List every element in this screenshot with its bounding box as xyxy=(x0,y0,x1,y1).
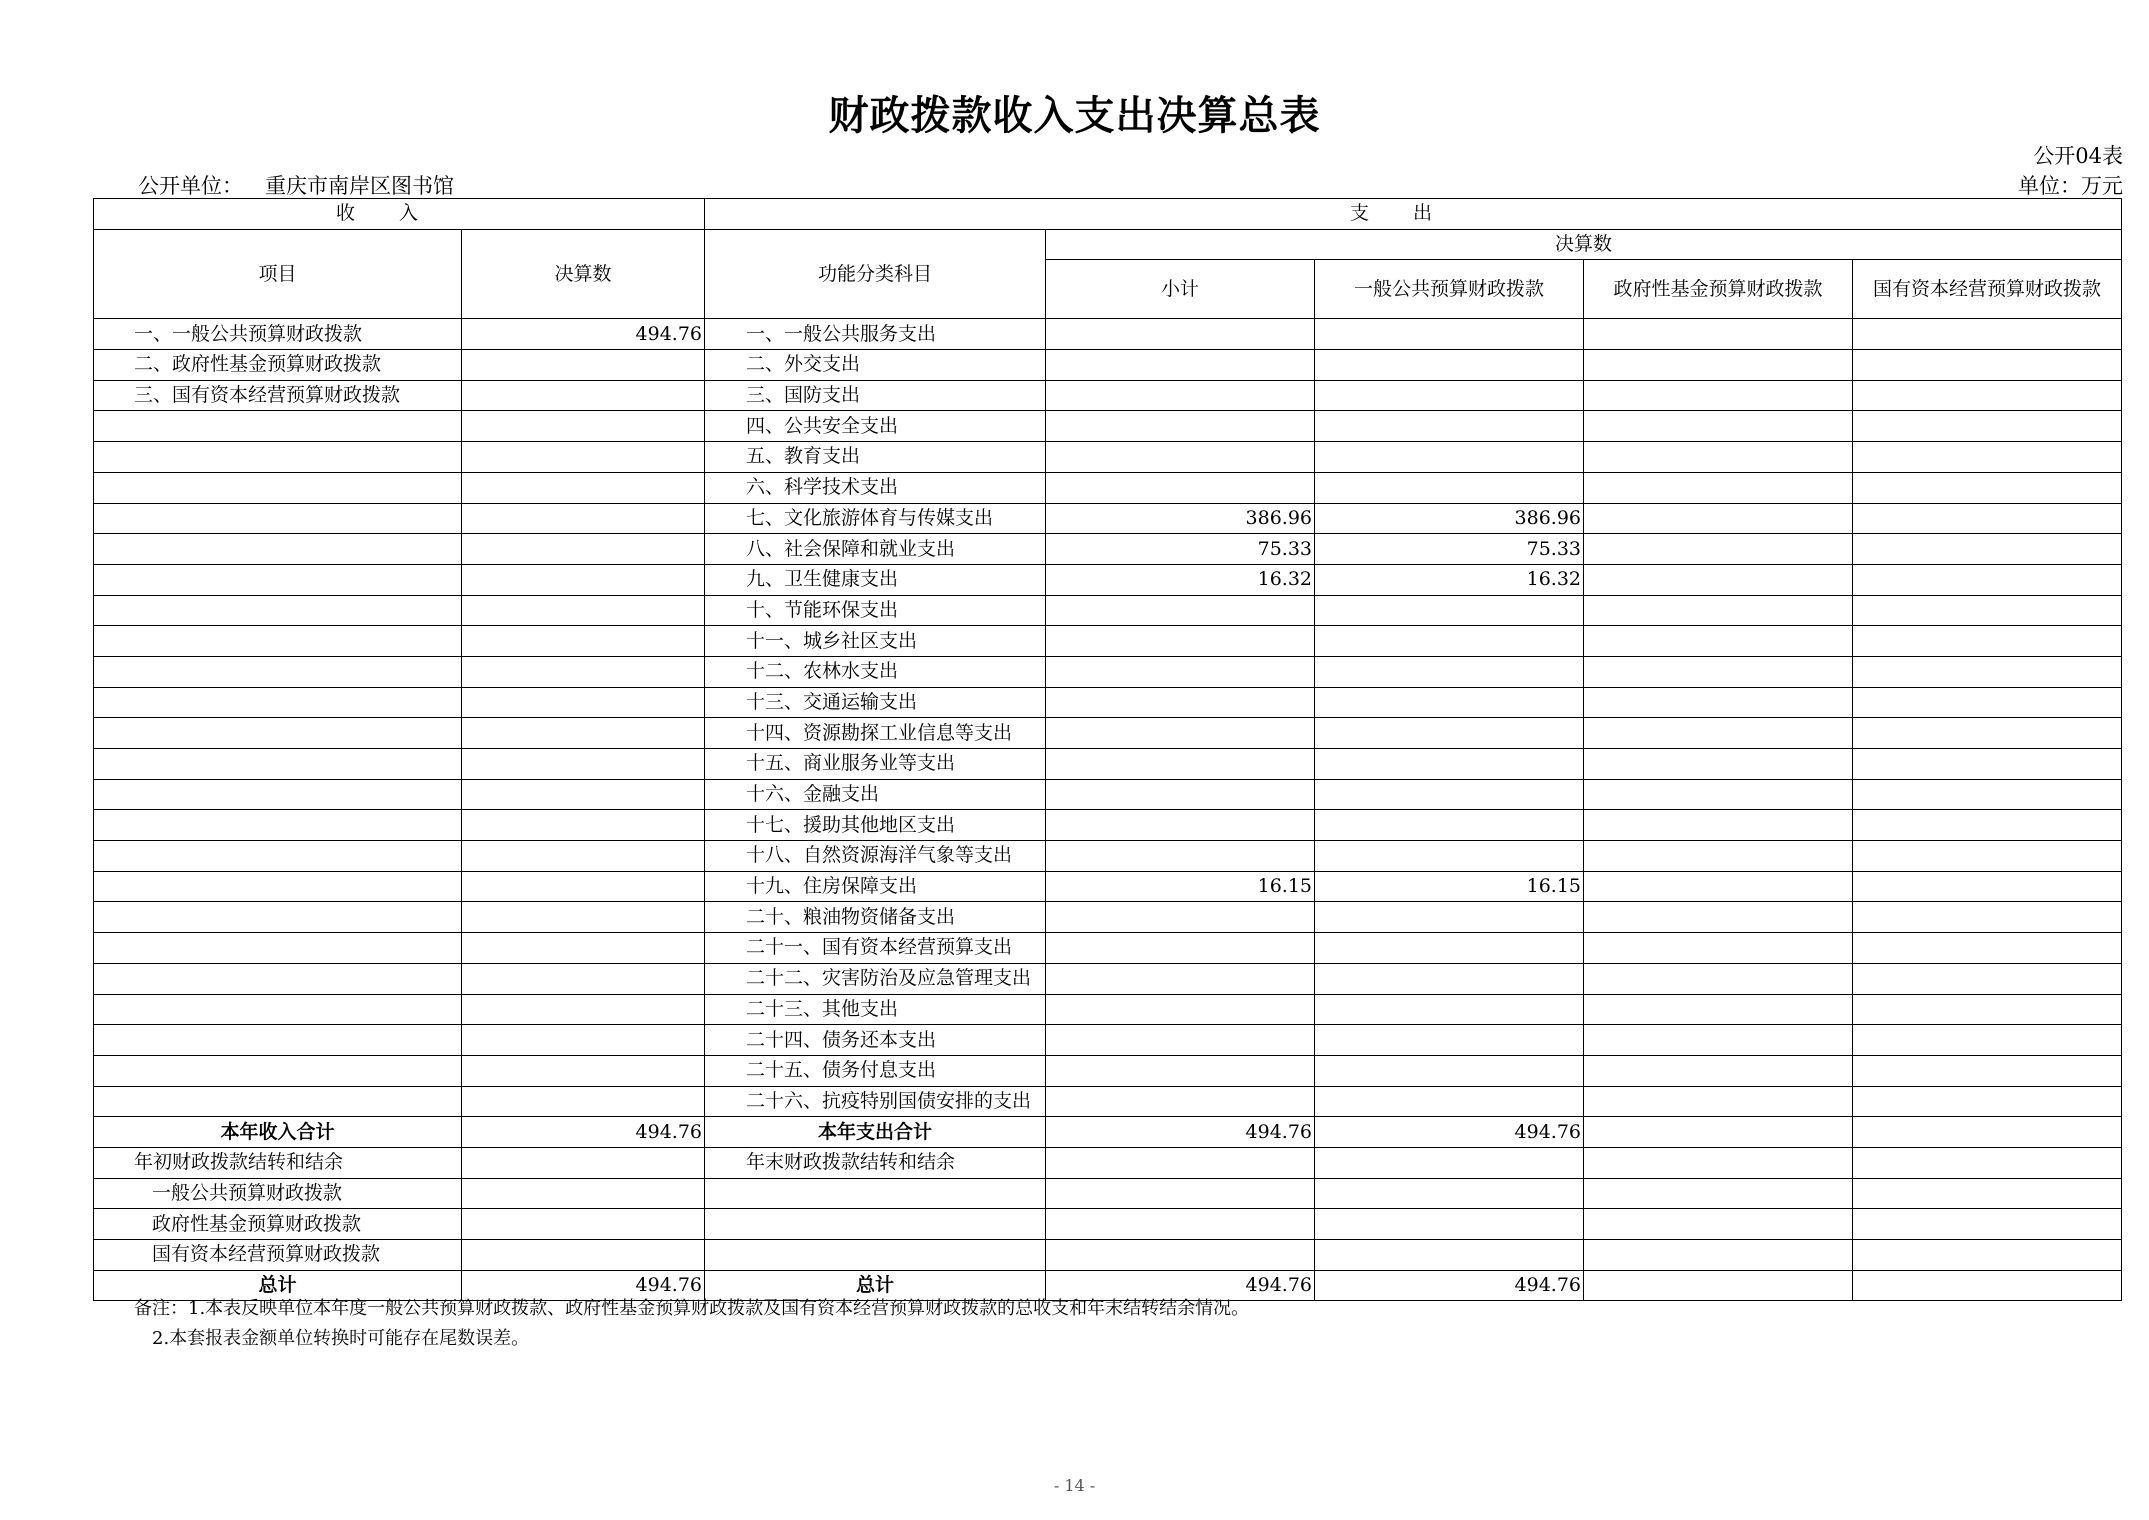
general-budget-cell: 386.96 xyxy=(1315,503,1584,534)
carry-subtotal xyxy=(1046,1147,1315,1178)
gov-fund-cell xyxy=(1584,472,1853,503)
state-capital-cell xyxy=(1853,994,2122,1025)
note-2: 2.本套报表金额单位转换时可能存在尾数误差。 xyxy=(152,1328,530,1349)
state-capital-cell xyxy=(1853,350,2122,381)
column-header-row-1 xyxy=(94,229,2122,260)
page-title: 财政拨款收入支出决算总表 xyxy=(828,92,1321,139)
subtotal-cell xyxy=(1046,595,1315,626)
expense-item-cell: 十四、资源勘探工业信息等支出 xyxy=(705,718,1046,749)
gov-fund-cell xyxy=(1584,534,1853,565)
general-budget-cell xyxy=(1315,380,1584,411)
gov-fund-cell xyxy=(1584,963,1853,994)
state-capital-cell xyxy=(1853,656,2122,687)
carry-income-amount xyxy=(462,1147,705,1178)
carry-sub-general xyxy=(1315,1209,1584,1240)
year-expense-capital xyxy=(1853,1117,2122,1148)
income-item-cell xyxy=(94,871,462,902)
general-budget-cell xyxy=(1315,411,1584,442)
general-budget-cell: 16.15 xyxy=(1315,871,1584,902)
year-income-total-amount: 494.76 xyxy=(462,1117,705,1148)
general-budget-cell xyxy=(1315,595,1584,626)
general-budget-cell xyxy=(1315,749,1584,780)
income-amount-cell xyxy=(462,963,705,994)
gov-fund-cell xyxy=(1584,1025,1853,1056)
org-name: 重庆市南岸区图书馆 xyxy=(265,174,454,198)
year-income-total-label: 本年收入合计 xyxy=(94,1117,462,1148)
income-item-cell xyxy=(94,534,462,565)
subtotal-cell xyxy=(1046,350,1315,381)
income-amount-cell: 494.76 xyxy=(462,319,705,350)
table-row xyxy=(94,319,2122,350)
year-expense-subtotal: 494.76 xyxy=(1046,1117,1315,1148)
gov-fund-cell xyxy=(1584,411,1853,442)
form-number: 公开04表 xyxy=(2033,144,2123,168)
state-capital-cell xyxy=(1853,1025,2122,1056)
income-item-cell xyxy=(94,749,462,780)
carry-sub-label: 政府性基金预算财政拨款 xyxy=(94,1209,462,1240)
subtotal-cell xyxy=(1046,687,1315,718)
general-budget-cell xyxy=(1315,779,1584,810)
expense-item-cell: 七、文化旅游体育与传媒支出 xyxy=(705,503,1046,534)
expense-item-cell: 一、一般公共服务支出 xyxy=(705,319,1046,350)
gov-fund-cell xyxy=(1584,841,1853,872)
income-amount-cell xyxy=(462,595,705,626)
state-capital-cell xyxy=(1853,779,2122,810)
subtotal-cell xyxy=(1046,841,1315,872)
subtotal-cell xyxy=(1046,1055,1315,1086)
state-capital-cell xyxy=(1853,503,2122,534)
income-amount-cell xyxy=(462,442,705,473)
carry-sub-amount xyxy=(462,1240,705,1271)
subtotal-cell xyxy=(1046,933,1315,964)
gov-fund-cell xyxy=(1584,564,1853,595)
expense-item-cell: 四、公共安全支出 xyxy=(705,411,1046,442)
expense-item-cell: 十九、住房保障支出 xyxy=(705,871,1046,902)
expense-item-cell: 六、科学技术支出 xyxy=(705,472,1046,503)
state-capital-cell xyxy=(1853,595,2122,626)
carry-sub-exp-item xyxy=(705,1209,1046,1240)
income-amount-cell xyxy=(462,902,705,933)
general-budget-cell xyxy=(1315,319,1584,350)
income-header: 收入 xyxy=(94,199,705,230)
income-amount-cell xyxy=(462,779,705,810)
income-item-cell xyxy=(94,503,462,534)
carry-sub-row xyxy=(94,1178,2122,1209)
income-amount-cell xyxy=(462,656,705,687)
grand-expense-capital xyxy=(1853,1270,2122,1301)
carry-sub-amount xyxy=(462,1178,705,1209)
general-budget-header: 一般公共预算财政拨款 xyxy=(1315,260,1584,319)
income-item-cell xyxy=(94,472,462,503)
state-capital-cell xyxy=(1853,841,2122,872)
expense-item-cell: 十七、援助其他地区支出 xyxy=(705,810,1046,841)
income-item-cell xyxy=(94,994,462,1025)
expense-item-cell: 二十六、抗疫特别国债安排的支出 xyxy=(705,1086,1046,1117)
org-label: 公开单位： xyxy=(138,174,243,198)
carry-sub-capital xyxy=(1853,1209,2122,1240)
income-item-cell xyxy=(94,1055,462,1086)
gov-fund-cell xyxy=(1584,1055,1853,1086)
general-budget-cell xyxy=(1315,841,1584,872)
income-amount-cell xyxy=(462,687,705,718)
state-capital-cell xyxy=(1853,442,2122,473)
subtotal-cell xyxy=(1046,380,1315,411)
income-amount-cell xyxy=(462,933,705,964)
expense-item-cell: 十八、自然资源海洋气象等支出 xyxy=(705,841,1046,872)
income-amount-cell xyxy=(462,534,705,565)
table-row xyxy=(94,626,2122,657)
general-budget-cell xyxy=(1315,810,1584,841)
expense-item-cell: 十一、城乡社区支出 xyxy=(705,626,1046,657)
gov-fund-cell xyxy=(1584,319,1853,350)
general-budget-cell xyxy=(1315,902,1584,933)
table-row xyxy=(94,564,2122,595)
table-row xyxy=(94,994,2122,1025)
func-class-header: 功能分类科目 xyxy=(705,229,1046,319)
income-amount-cell xyxy=(462,994,705,1025)
general-budget-cell: 16.32 xyxy=(1315,564,1584,595)
general-budget-cell xyxy=(1315,1086,1584,1117)
table-row xyxy=(94,350,2122,381)
income-amount-cell xyxy=(462,1055,705,1086)
gov-fund-cell xyxy=(1584,902,1853,933)
gov-fund-cell xyxy=(1584,718,1853,749)
general-budget-cell xyxy=(1315,626,1584,657)
page-number: - 14 - xyxy=(1053,1476,1096,1495)
subtotal-cell xyxy=(1046,718,1315,749)
gov-fund-cell xyxy=(1584,994,1853,1025)
carry-sub-subtotal xyxy=(1046,1178,1315,1209)
year-expense-total-label: 本年支出合计 xyxy=(705,1117,1046,1148)
state-capital-cell xyxy=(1853,749,2122,780)
amount-header: 决算数 xyxy=(462,229,705,319)
income-amount-cell xyxy=(462,503,705,534)
carry-income-label: 年初财政拨款结转和结余 xyxy=(94,1147,462,1178)
carry-sub-capital xyxy=(1853,1178,2122,1209)
state-capital-cell xyxy=(1853,963,2122,994)
expense-item-cell: 九、卫生健康支出 xyxy=(705,564,1046,595)
table-body xyxy=(94,319,2122,1301)
table-row xyxy=(94,841,2122,872)
income-amount-cell xyxy=(462,841,705,872)
subtotal-cell xyxy=(1046,810,1315,841)
subtotal-header: 小计 xyxy=(1046,260,1315,319)
income-item-cell xyxy=(94,442,462,473)
income-item-cell xyxy=(94,718,462,749)
carry-sub-general xyxy=(1315,1178,1584,1209)
table-row xyxy=(94,871,2122,902)
table-row xyxy=(94,595,2122,626)
state-capital-cell xyxy=(1853,411,2122,442)
expense-item-cell: 八、社会保障和就业支出 xyxy=(705,534,1046,565)
table-row xyxy=(94,1086,2122,1117)
grand-expense-fund xyxy=(1584,1270,1853,1301)
grand-income-total-amount: 494.76 xyxy=(462,1270,705,1301)
income-amount-cell xyxy=(462,626,705,657)
income-item-cell: 三、国有资本经营预算财政拨款 xyxy=(94,380,462,411)
subtotal-cell xyxy=(1046,1086,1315,1117)
gov-fund-cell xyxy=(1584,380,1853,411)
subtotal-cell: 386.96 xyxy=(1046,503,1315,534)
expense-item-cell: 十五、商业服务业等支出 xyxy=(705,749,1046,780)
income-item-cell xyxy=(94,564,462,595)
carry-sub-exp-item xyxy=(705,1240,1046,1271)
table-row xyxy=(94,687,2122,718)
general-budget-cell xyxy=(1315,350,1584,381)
state-capital-cell xyxy=(1853,319,2122,350)
general-budget-cell: 75.33 xyxy=(1315,534,1584,565)
income-item-cell xyxy=(94,1086,462,1117)
income-amount-cell xyxy=(462,1086,705,1117)
table-row xyxy=(94,1055,2122,1086)
gov-fund-cell xyxy=(1584,687,1853,718)
carry-sub-label: 国有资本经营预算财政拨款 xyxy=(94,1240,462,1271)
expense-item-cell: 二、外交支出 xyxy=(705,350,1046,381)
table-row xyxy=(94,1025,2122,1056)
table-row xyxy=(94,902,2122,933)
carry-sub-amount xyxy=(462,1209,705,1240)
expense-item-cell: 三、国防支出 xyxy=(705,380,1046,411)
gov-fund-cell xyxy=(1584,350,1853,381)
state-capital-cell xyxy=(1853,687,2122,718)
income-item-cell: 一、一般公共预算财政拨款 xyxy=(94,319,462,350)
org-info xyxy=(138,170,454,200)
expense-item-cell: 十、节能环保支出 xyxy=(705,595,1046,626)
state-capital-cell xyxy=(1853,718,2122,749)
table-row xyxy=(94,442,2122,473)
state-capital-cell xyxy=(1853,1055,2122,1086)
income-amount-cell xyxy=(462,810,705,841)
carry-sub-label: 一般公共预算财政拨款 xyxy=(94,1178,462,1209)
table-row xyxy=(94,472,2122,503)
income-item-cell xyxy=(94,626,462,657)
income-item-cell xyxy=(94,687,462,718)
income-amount-cell xyxy=(462,749,705,780)
expense-item-cell: 二十三、其他支出 xyxy=(705,994,1046,1025)
state-capital-cell xyxy=(1853,534,2122,565)
expense-item-cell: 二十一、国有资本经营预算支出 xyxy=(705,933,1046,964)
table-row xyxy=(94,411,2122,442)
table-row xyxy=(94,380,2122,411)
carry-sub-subtotal xyxy=(1046,1240,1315,1271)
income-item-cell xyxy=(94,841,462,872)
table-row xyxy=(94,779,2122,810)
gov-fund-cell xyxy=(1584,442,1853,473)
state-capital-cell xyxy=(1853,933,2122,964)
expense-item-cell: 十六、金融支出 xyxy=(705,779,1046,810)
carry-sub-general xyxy=(1315,1240,1584,1271)
expense-item-cell: 二十四、债务还本支出 xyxy=(705,1025,1046,1056)
item-header: 项目 xyxy=(94,229,462,319)
subtotal-cell xyxy=(1046,656,1315,687)
final-amount-header: 决算数 xyxy=(1046,229,2122,260)
table-row xyxy=(94,749,2122,780)
carry-general xyxy=(1315,1147,1584,1178)
state-capital-header: 国有资本经营预算财政拨款 xyxy=(1853,260,2122,319)
grand-expense-general: 494.76 xyxy=(1315,1270,1584,1301)
carry-fund xyxy=(1584,1147,1853,1178)
subtotal-cell: 16.15 xyxy=(1046,871,1315,902)
income-item-cell xyxy=(94,595,462,626)
table-row xyxy=(94,534,2122,565)
year-expense-fund xyxy=(1584,1117,1853,1148)
general-budget-cell xyxy=(1315,718,1584,749)
subtotal-cell xyxy=(1046,1025,1315,1056)
state-capital-cell xyxy=(1853,380,2122,411)
income-amount-cell xyxy=(462,380,705,411)
expense-header: 支出 xyxy=(705,199,2122,230)
grand-expense-subtotal: 494.76 xyxy=(1046,1270,1315,1301)
income-amount-cell xyxy=(462,350,705,381)
income-item-cell xyxy=(94,963,462,994)
table-row xyxy=(94,503,2122,534)
income-item-cell xyxy=(94,810,462,841)
carry-sub-fund xyxy=(1584,1209,1853,1240)
subtotal-cell xyxy=(1046,994,1315,1025)
year-total-row xyxy=(94,1117,2122,1148)
gov-fund-cell xyxy=(1584,933,1853,964)
general-budget-cell xyxy=(1315,1055,1584,1086)
expense-item-cell: 二十二、灾害防治及应急管理支出 xyxy=(705,963,1046,994)
income-item-cell xyxy=(94,656,462,687)
general-budget-cell xyxy=(1315,656,1584,687)
subtotal-cell xyxy=(1046,779,1315,810)
section-header-row xyxy=(94,199,2122,230)
income-item-cell xyxy=(94,1025,462,1056)
gov-fund-cell xyxy=(1584,595,1853,626)
subtotal-cell xyxy=(1046,749,1315,780)
general-budget-cell xyxy=(1315,1025,1584,1056)
subtotal-cell xyxy=(1046,902,1315,933)
state-capital-cell xyxy=(1853,871,2122,902)
income-amount-cell xyxy=(462,564,705,595)
table-row xyxy=(94,718,2122,749)
general-budget-cell xyxy=(1315,963,1584,994)
subtotal-cell xyxy=(1046,319,1315,350)
general-budget-cell xyxy=(1315,687,1584,718)
gov-fund-cell xyxy=(1584,656,1853,687)
meta-row xyxy=(138,170,2123,196)
carry-sub-subtotal xyxy=(1046,1209,1315,1240)
gov-fund-header: 政府性基金预算财政拨款 xyxy=(1584,260,1853,319)
year-expense-general: 494.76 xyxy=(1315,1117,1584,1148)
state-capital-cell xyxy=(1853,564,2122,595)
gov-fund-cell xyxy=(1584,503,1853,534)
carry-sub-exp-item xyxy=(705,1178,1046,1209)
grand-expense-total-label: 总计 xyxy=(705,1270,1046,1301)
carry-row xyxy=(94,1147,2122,1178)
subtotal-cell xyxy=(1046,442,1315,473)
subtotal-cell: 16.32 xyxy=(1046,564,1315,595)
general-budget-cell xyxy=(1315,933,1584,964)
state-capital-cell xyxy=(1853,810,2122,841)
subtotal-cell xyxy=(1046,411,1315,442)
budget-table xyxy=(93,198,2122,1301)
gov-fund-cell xyxy=(1584,779,1853,810)
carry-sub-capital xyxy=(1853,1240,2122,1271)
carry-sub-row xyxy=(94,1240,2122,1271)
carry-capital xyxy=(1853,1147,2122,1178)
general-budget-cell xyxy=(1315,442,1584,473)
unit-label: 单位：万元 xyxy=(2018,174,2123,198)
income-amount-cell xyxy=(462,411,705,442)
carry-expense-label: 年末财政拨款结转和结余 xyxy=(705,1147,1046,1178)
expense-item-cell: 五、教育支出 xyxy=(705,442,1046,473)
table-row xyxy=(94,656,2122,687)
carry-sub-fund xyxy=(1584,1240,1853,1271)
income-amount-cell xyxy=(462,718,705,749)
gov-fund-cell xyxy=(1584,749,1853,780)
carry-sub-row xyxy=(94,1209,2122,1240)
income-amount-cell xyxy=(462,472,705,503)
table-row xyxy=(94,933,2122,964)
income-amount-cell xyxy=(462,1025,705,1056)
general-budget-cell xyxy=(1315,994,1584,1025)
state-capital-cell xyxy=(1853,1086,2122,1117)
expense-item-cell: 二十五、债务付息支出 xyxy=(705,1055,1046,1086)
income-item-cell xyxy=(94,779,462,810)
note-1: 备注：1.本表反映单位本年度一般公共预算财政拨款、政府性基金预算财政拨款及国有资本经营预算财政拨款的总收支和年末结转结余情况。 xyxy=(134,1298,1250,1319)
income-item-cell: 二、政府性基金预算财政拨款 xyxy=(94,350,462,381)
subtotal-cell xyxy=(1046,626,1315,657)
subtotal-cell: 75.33 xyxy=(1046,534,1315,565)
income-item-cell xyxy=(94,902,462,933)
income-item-cell xyxy=(94,411,462,442)
income-item-cell xyxy=(94,933,462,964)
expense-item-cell: 二十、粮油物资储备支出 xyxy=(705,902,1046,933)
general-budget-cell xyxy=(1315,472,1584,503)
state-capital-cell xyxy=(1853,902,2122,933)
gov-fund-cell xyxy=(1584,810,1853,841)
expense-item-cell: 十二、农林水支出 xyxy=(705,656,1046,687)
income-amount-cell xyxy=(462,871,705,902)
state-capital-cell xyxy=(1853,626,2122,657)
table-row xyxy=(94,963,2122,994)
grand-income-total-label: 总计 xyxy=(94,1270,462,1301)
subtotal-cell xyxy=(1046,963,1315,994)
subtotal-cell xyxy=(1046,472,1315,503)
state-capital-cell xyxy=(1853,472,2122,503)
gov-fund-cell xyxy=(1584,871,1853,902)
gov-fund-cell xyxy=(1584,1086,1853,1117)
carry-sub-fund xyxy=(1584,1178,1853,1209)
notes xyxy=(134,1294,1249,1354)
table-row xyxy=(94,810,2122,841)
expense-item-cell: 十三、交通运输支出 xyxy=(705,687,1046,718)
gov-fund-cell xyxy=(1584,626,1853,657)
